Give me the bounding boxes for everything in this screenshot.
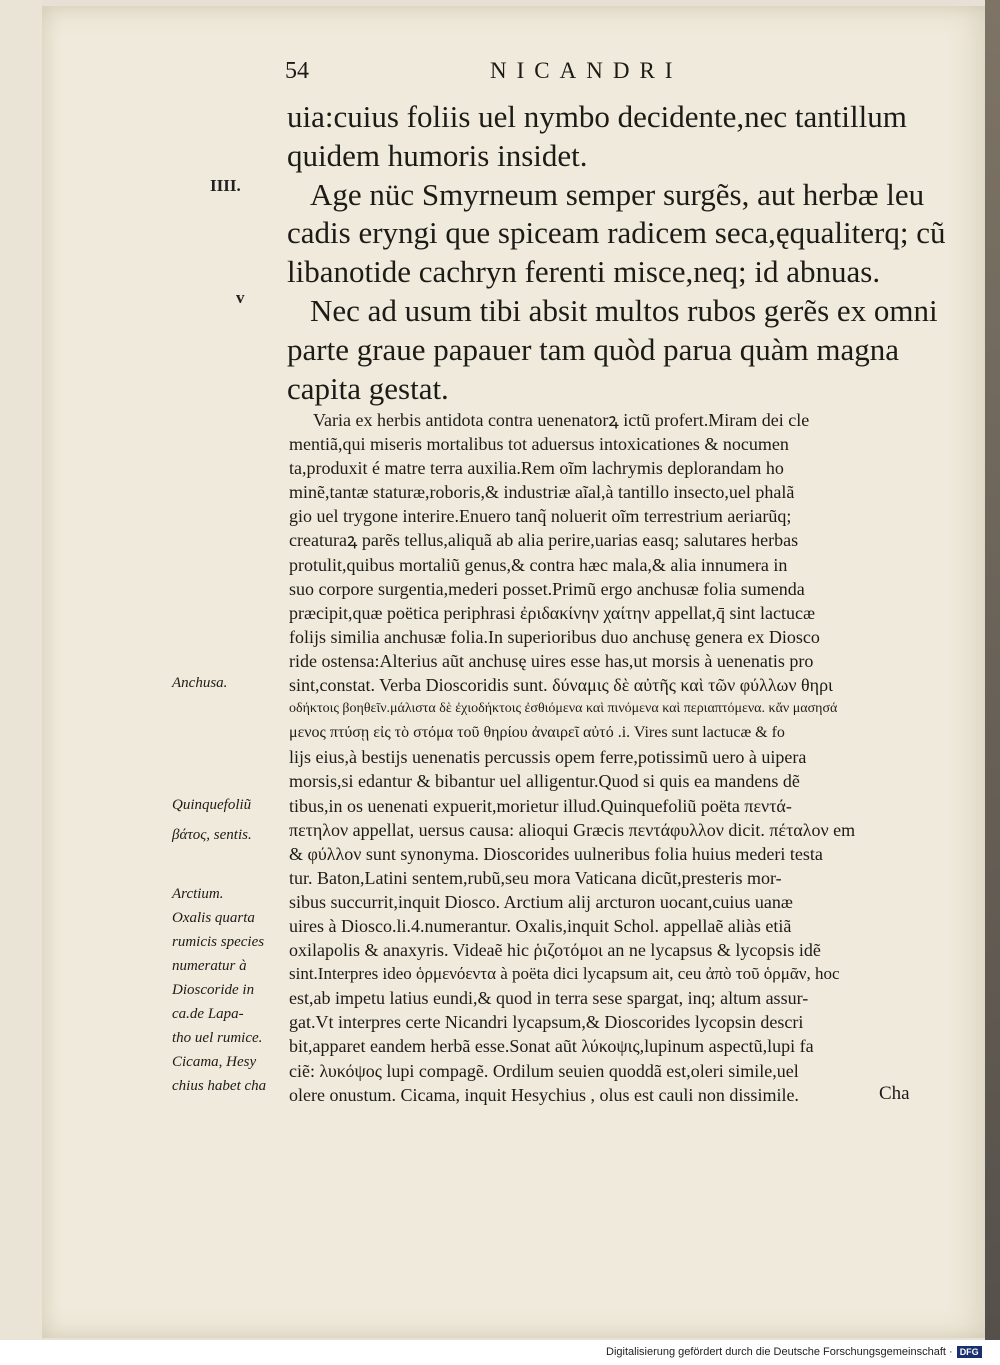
commentary-line: creaturaꝝ parẽs tellus,aliquã ab alia perire,uarias easq; salutares herbas (289, 530, 799, 551)
marginal-note-anchusa (172, 674, 284, 694)
poem-line: parte graue papauer tam quòd parua quàm magna (287, 331, 899, 367)
poem-line: cadis eryngi que spiceam radicem seca,ęqualiterq; cũ (287, 215, 946, 251)
marginal-note-line: Cicama, Hesy (172, 1054, 257, 1070)
commentary-line: ta,produxit é matre terra auxilia.Rem oĩm lachrymis deplorandam ho (289, 458, 784, 479)
marginal-note-line: Anchusa. (172, 675, 228, 691)
commentary-line: οδήκτοις βοηθεῖν.μάλιστα δὲ ἐχιοδήκτοις ἐσθιόμενα καὶ πινόμενα καὶ περιαπτόμενα. κἄν μασησά (289, 701, 838, 717)
commentary-line: folijs similia anchusæ folia.In superioribus duo anchusę genera ex Diosco (289, 626, 820, 647)
marginal-note-line: chius habet cha (172, 1078, 267, 1094)
commentary-line: & φύλλον sunt synonyma. Dioscorides uulneribus folia huius mederi testa (289, 843, 823, 864)
commentary-line: tibus,in os uenenati expuerit,morietur illud.Quinquefoliũ poëta πεντά- (289, 795, 792, 816)
marginal-note-arctium (172, 882, 284, 1098)
marginal-note-line: rumicis species (172, 934, 265, 950)
commentary-line: suo corpore surgentia,mederi posset.Primũ ergo anchusæ folia sumenda (289, 578, 805, 599)
marginal-note-line: Dioscoride in (172, 982, 255, 998)
marginal-note-line: Quinquefoliũ (172, 797, 252, 813)
commentary-line: olere onustum. Cicama, inquit Hesychius , olus est cauli non dissimile. (289, 1084, 799, 1105)
poem-text (287, 98, 946, 408)
page-number: 54 (285, 58, 309, 84)
marginal-note-line: Oxalis quarta (172, 910, 255, 926)
commentary-line: ciẽ: λυκόψος lupi compagẽ. Ordilum seuien quoddã est,oleri simile,uel (289, 1060, 799, 1081)
commentary-line: sibus succurrit,inquit Diosco. Arctium alij arcturon uocant,cuius uanæ (289, 891, 793, 912)
commentary-line: mentiã,qui miseris mortalibus tot aduersus intoxicationes & nocumen (289, 434, 789, 455)
running-head: NICANDRI (490, 58, 683, 83)
marginal-note-line: ca.de Lapa- (172, 1006, 244, 1022)
poem-line: Age nüc Smyrneum semper surgẽs, aut herbæ leu (310, 176, 925, 212)
commentary-line: præcipit,quæ poëtica periphrasi ἐριδακίνην χαίτην appellat,q̄ sint lactucæ (289, 602, 815, 623)
commentary-line: ride ostensa:Alterius aũt anchusę uires esse has,ut morsis à uenenatis pro (289, 650, 814, 671)
commentary-line: sint.Interpres ideo ὁρμενόεντα à poëta dici lycapsum ait, ceu ἀπὸ τοῦ ὁρμᾶν, hoc (289, 964, 840, 984)
commentary-line: Varia ex herbis antidota contra uenenatorꝝ ictũ profert.Miram dei cle (313, 410, 810, 430)
dfg-logo: DFG (957, 1346, 982, 1358)
marginal-note-quinquefolium (172, 790, 284, 850)
commentary-line: oxilapolis & anaxyris. Videaẽ hic ῥιζοτόμοι an ne lycapsus & lycopsis idẽ (289, 940, 821, 961)
poem-line: libanotide cachryn ferenti misce,neq; id abnuas. (287, 254, 881, 290)
commentary-line: uires à Diosco.li.4.numerantur. Oxalis,inquit Schol. appellaẽ aliàs etiã (289, 915, 792, 936)
footer-text: Digitalisierung gefördert durch die Deutsche Forschungsgemeinschaft · (606, 1346, 953, 1358)
catchword: Cha (879, 1083, 910, 1104)
page-header (285, 58, 925, 92)
poem-line: Nec ad usum tibi absit multos rubos gerẽs ex omni (310, 292, 938, 328)
dfg-footer (606, 1346, 982, 1358)
commentary-line: gat.Vt interpres certe Nicandri lycapsum,& Dioscorides lycopsin descri (289, 1012, 804, 1033)
commentary-line: μενος πτύσῃ εἰς τὸ στόμα τοῦ θηρίου ἀναιρεῖ αὐτό .i. Vires sunt lactucæ & fo (289, 724, 785, 742)
book-spine-edge (985, 0, 1000, 1340)
section-mark-v: v (236, 288, 245, 307)
scan-left-margin (0, 0, 42, 1340)
commentary-line: sint,constat. Verba Dioscoridis sunt. δύναμις δὲ αὐτῆς καὶ τῶν φύλλων θηρι (289, 675, 833, 696)
commentary-text (289, 408, 929, 1107)
commentary-line: gio uel trygone interire.Enuero tanq̃ noluerit oĩm terrestrium aeriarũq; (289, 506, 792, 527)
commentary-line: tur. Baton,Latini sentem,rubũ,seu mora Vaticana dicũt,presteris mor- (289, 867, 782, 888)
commentary-line: morsis,si edantur & bibantur uel alligentur.Quod si quis ea mandens dẽ (289, 771, 800, 792)
commentary-line: protulit,quibus mortaliũ genus,& contra hæc mala,& alia innumera in (289, 554, 788, 575)
poem-line: uia:cuius foliis uel nymbo decidente,nec tantillum (287, 99, 907, 134)
marginal-note-line: Arctium. (172, 886, 224, 902)
commentary-line: bit,apparet eandem herbã esse.Sonat aũt λύκοψις,lupinum aspectũ,lupi fa (289, 1036, 814, 1057)
marginal-note-line: βάτος, sentis. (172, 827, 252, 843)
poem-line: quidem humoris insidet. (287, 137, 588, 173)
commentary-line: lijs eius,à bestijs uenenatis percussis opem ferre,potissimũ uero à uipera (289, 747, 807, 768)
poem-line: capita gestat. (287, 370, 449, 406)
section-mark-iiii: IIII. (210, 176, 241, 195)
commentary-line: minẽ,tantæ staturæ,roboris,& industriæ aĩal,à tantillo insecto,uel phalã (289, 482, 795, 503)
commentary-line: πετηλον appellat, uersus causa: alioqui Græcis πεντάφυλλον dicit. πέταλον em (289, 819, 856, 840)
marginal-note-line: tho uel rumice. (172, 1030, 263, 1046)
marginal-note-line: numeratur à (172, 958, 247, 974)
commentary-line: est,ab impetu latius eundi,& quod in terra sese spargat, inq; altum assur- (289, 988, 809, 1009)
